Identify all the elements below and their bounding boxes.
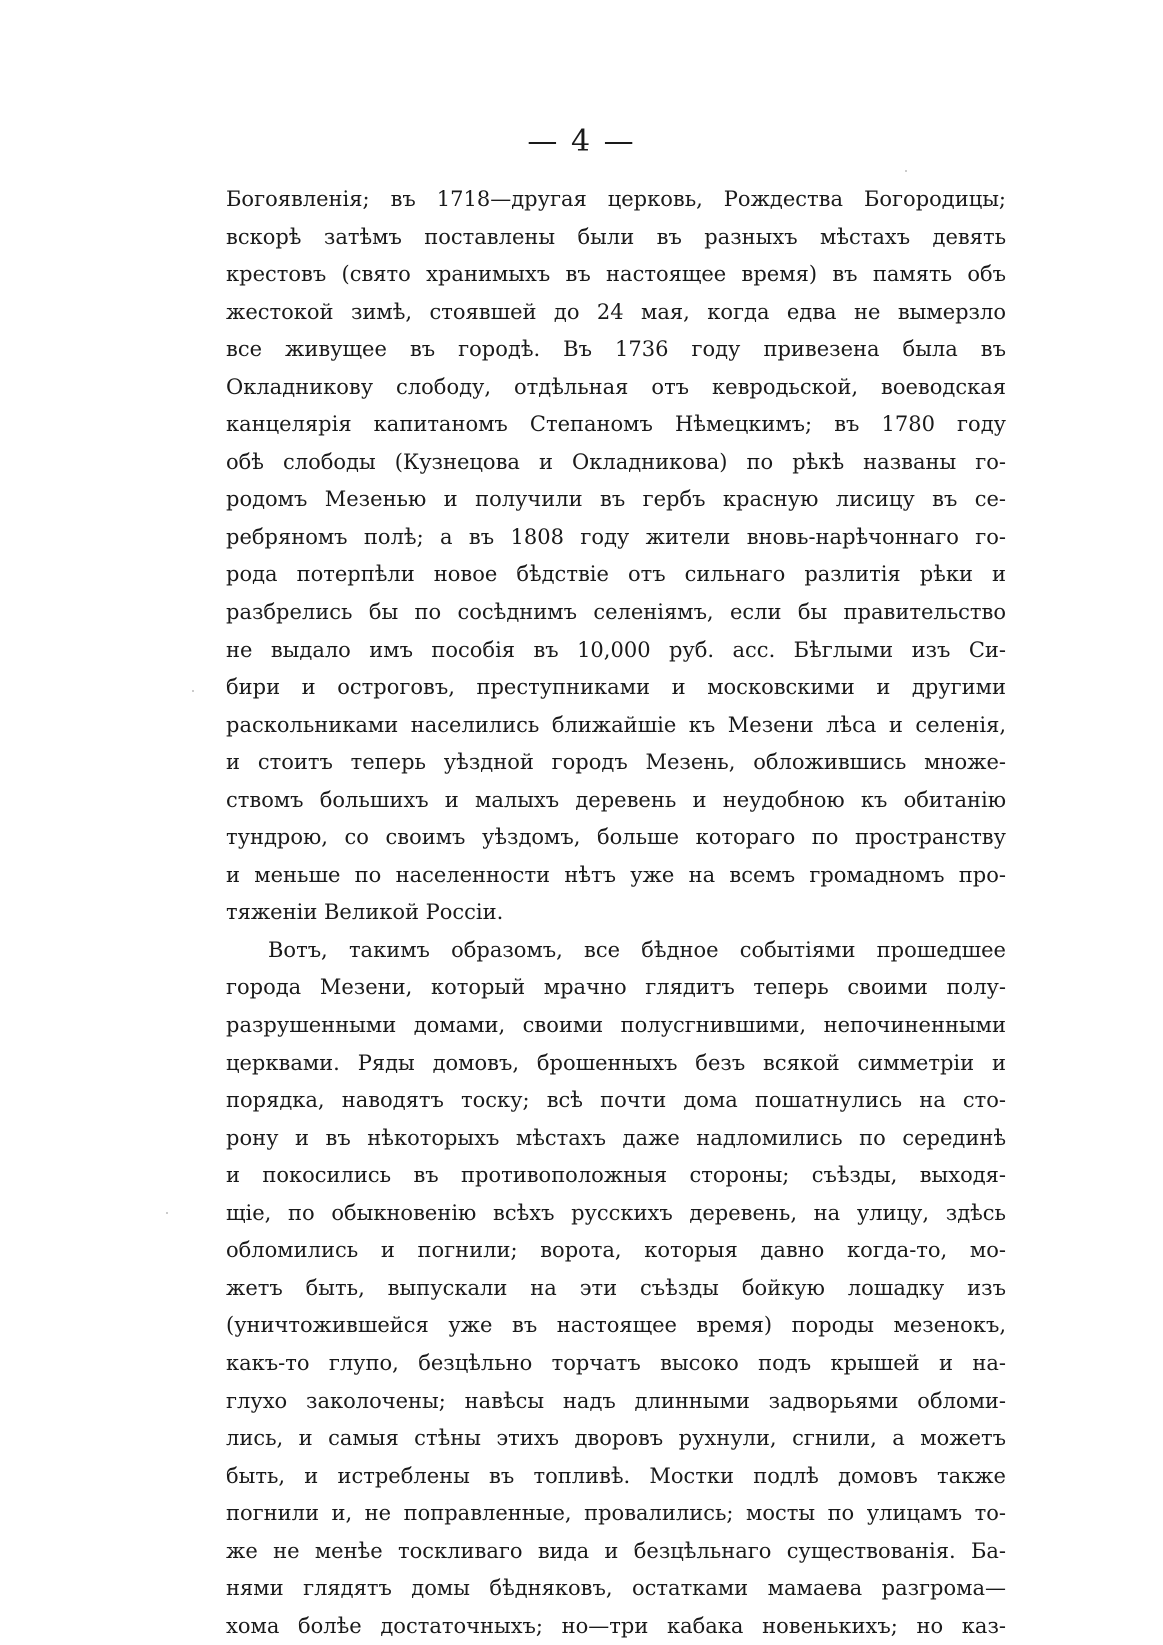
text-line: хома болѣе достаточныхъ; но—три кабака новенькихъ; но каз- — [226, 1613, 1006, 1638]
text-line: обломились и погнили; ворота, которыя давно когда-то, мо- — [226, 1238, 1006, 1263]
text-line: лись, и самыя стѣны этихъ дворовъ рухнули, сгнили, а можетъ — [226, 1426, 1006, 1451]
text-line: Богоявленія; въ 1718—другая церковь, Рождества Богородицы; — [226, 187, 1006, 211]
text-line: нями глядятъ домы бѣдняковъ, остатками мамаева разгрома— — [226, 1576, 1006, 1601]
text-line: Окладникову слободу, отдѣльная отъ кевродьской, воеводская — [226, 374, 1006, 399]
text-line: и покосились въ противоположныя стороны; съѣзды, выходя- — [226, 1163, 1006, 1188]
text-line: и меньше по населенности нѣтъ уже на всемъ громадномъ про- — [226, 862, 1006, 887]
text-line: и стоитъ теперь уѣздной городъ Мезень, обложившись множе- — [226, 750, 1006, 775]
text-line: города Мезени, который мрачно глядитъ теперь своими полу- — [226, 975, 1006, 1000]
scan-speck — [166, 1212, 168, 1214]
text-line: вскорѣ затѣмъ поставлены были въ разныхъ мѣстахъ девять — [226, 224, 1006, 249]
body-text — [226, 181, 1006, 1645]
text-line: тяженіи Великой Россіи. — [226, 900, 504, 925]
text-line: (уничтожившейся уже въ настоящее время) породы мезенокъ, — [226, 1313, 1006, 1338]
text-line: все живущее въ городѣ. Въ 1736 году привезена была въ — [226, 337, 1006, 362]
paragraph — [226, 932, 1006, 1645]
text-line: разбрелись бы по сосѣднимъ селеніямъ, если бы правительство — [226, 600, 1006, 625]
text-line: бири и остроговъ, преступниками и московскими и другими — [226, 675, 1006, 700]
text-line: Вотъ, такимъ образомъ, все бѣдное событіями прошедшее — [268, 937, 1006, 962]
text-line: разрушенными домами, своими полусгнившими, непочиненными — [226, 1013, 1006, 1038]
text-line: тундрою, со своимъ уѣздомъ, больше котораго по пространству — [226, 825, 1006, 850]
scan-speck — [905, 170, 907, 172]
text-line: канцелярія капитаномъ Степаномъ Нѣмецкимъ; въ 1780 году — [226, 412, 1006, 437]
paragraph — [226, 181, 1006, 932]
text-line: крестовъ (свято хранимыхъ въ настоящее время) въ память объ — [226, 262, 1006, 287]
scan-speck — [192, 690, 194, 692]
text-line: раскольниками населились ближайшіе къ Мезени лѣса и селенія, — [226, 712, 1006, 737]
text-line: рону и въ нѣкоторыхъ мѣстахъ даже надломились по серединѣ — [226, 1125, 1006, 1150]
text-line: какъ-то глупо, безцѣльно торчатъ высоко подъ крышей и на- — [226, 1350, 1006, 1375]
text-line: щіе, по обыкновенію всѣхъ русскихъ деревень, на улицу, здѣсь — [226, 1200, 1006, 1225]
text-line: ствомъ большихъ и малыхъ деревень и неудобною къ обитанію — [226, 787, 1006, 812]
text-line: порядка, наводятъ тоску; всѣ почти дома пошатнулись на сто- — [226, 1088, 1006, 1113]
text-line: жетъ быть, выпускали на эти съѣзды бойкую лошадку изъ — [226, 1275, 1006, 1300]
text-line: обѣ слободы (Кузнецова и Окладникова) по рѣкѣ названы го- — [226, 449, 1006, 474]
text-line: родомъ Мезенью и получили въ гербъ красную лисицу въ се- — [226, 487, 1006, 512]
page-number: — 4 — — [527, 124, 636, 159]
text-line: быть, и истреблены въ топливѣ. Мостки подлѣ домовъ также — [226, 1463, 1006, 1488]
text-line: ребряномъ полѣ; а въ 1808 году жители вновь-нарѣчоннаго го- — [226, 524, 1006, 549]
text-line: рода потерпѣли новое бѣдствіе отъ сильнаго разлитія рѣки и — [226, 562, 1006, 587]
text-line: не выдало имъ пособія въ 10,000 руб. асс. Бѣглыми изъ Си- — [226, 637, 1006, 662]
text-line: жестокой зимѣ, стоявшей до 24 мая, когда едва не вымерзло — [226, 299, 1006, 324]
text-line: глухо заколочены; навѣсы надъ длинными задворьями обломи- — [226, 1388, 1006, 1413]
text-line: погнили и, не поправленные, провалились; мосты по улицамъ то- — [226, 1501, 1006, 1526]
text-line: церквами. Ряды домовъ, брошенныхъ безъ всякой симметріи и — [226, 1050, 1006, 1075]
text-line: же не менѣе тоскливаго вида и безцѣльнаго существованія. Ба- — [226, 1538, 1006, 1563]
